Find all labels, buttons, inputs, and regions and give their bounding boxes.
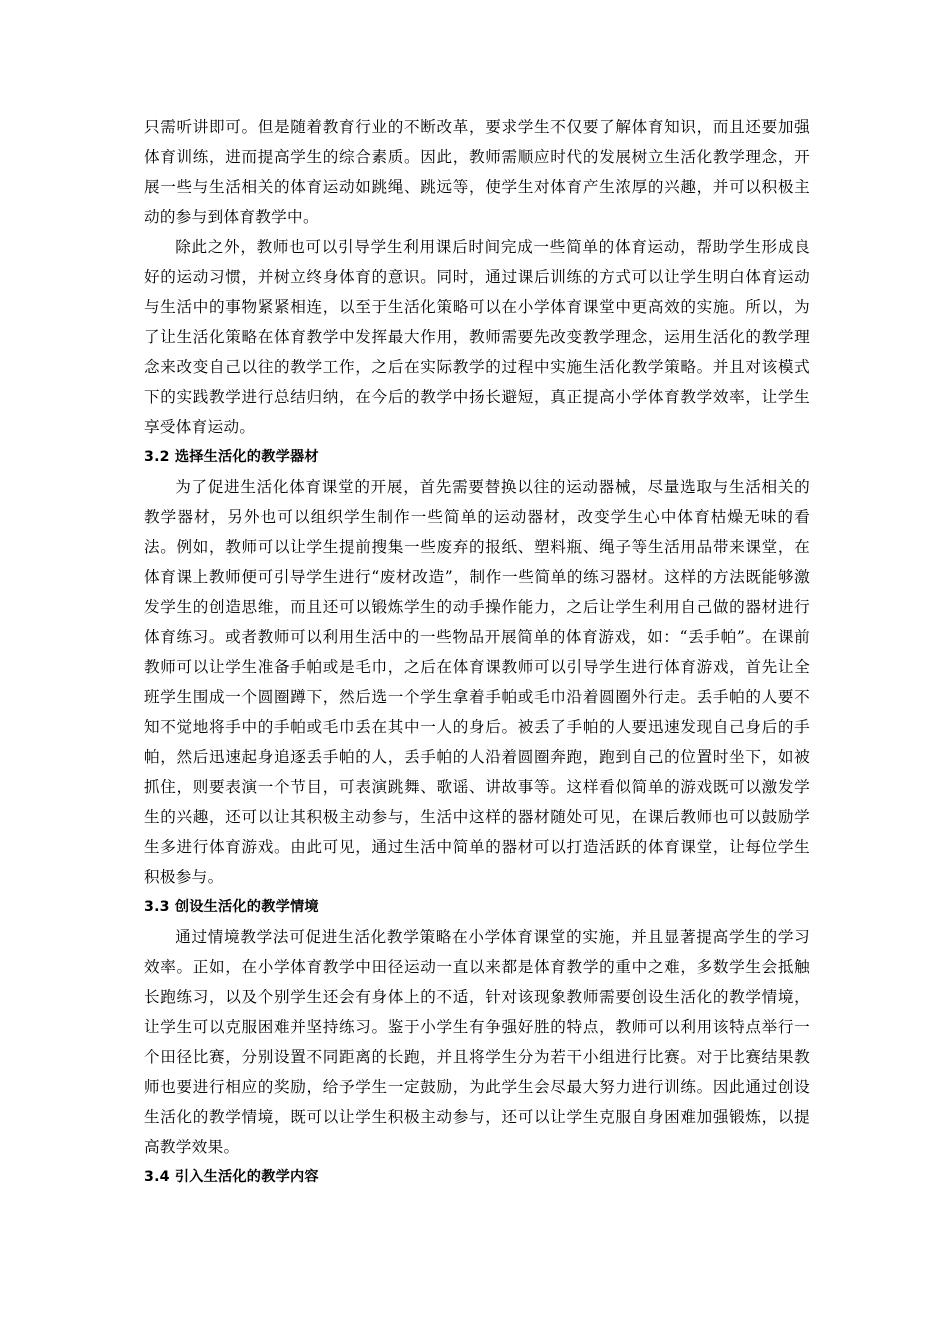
paragraph-teaching-scenario: 通过情境教学法可促进生活化教学策略在小学体育课堂的实施，并且显著提高学生的学习效率。正如，在小学体育教学中田径运动一直以来都是体育教学的重中之难，多数学生会抵触长跑练习，以及个别学生还会有身体上的不适，针对该现象教师需要创设生活化的教学情境，让学生可以克服困难并坚持练习。鉴于小学生有争强好胜的特点，教师可以利用该特点举行一个田径比赛，分别设置不同距离的长跑，并且将学生分为若干小组进行比赛。对于比赛结果教师也要进行相应的奖励，给予学生一定鼓励，为此学生会尽最大努力进行训练。因此通过创设生活化的教学情境，既可以让学生积极主动参与，还可以让学生克服自身困难加强锻炼，以提高教学效果。 (144, 928, 810, 1156)
paragraph-after-school-practice: 除此之外，教师也可以引导学生利用课后时间完成一些简单的体育运动，帮助学生形成良好的运动习惯，并树立终身体育的意识。同时，通过课后训练的方式可以让学生明白体育运动与生活中的事物紧紧相连，以至于生活化策略可以在小学体育课堂中更高效的实施。所以，为了让生活化策略在体育教学中发挥最大作用，教师需要先改变教学理念，运用生活化的教学理念来改变自己以往的教学工作，之后在实际教学的过程中实施生活化教学策略。并且对该模式下的实践教学进行总结归纳，在今后的教学中扬长避短，真正提高小学体育教学效率，让学生享受体育运动。 (144, 238, 810, 436)
section-heading-3-4: 3.4 引入生活化的教学内容 (144, 1169, 319, 1185)
section-heading-3-2: 3.2 选择生活化的教学器材 (144, 449, 319, 465)
paragraph-continuation: 只需听讲即可。但是随着教育行业的不断改革，要求学生不仅要了解体育知识，而且还要加强体育训练，进而提高学生的综合素质。因此，教师需顺应时代的发展树立生活化教学理念，开展一些与生活相关的体育运动如跳绳、跳远等，使学生对体育产生浓厚的兴趣，并可以积极主动的参与到体育教学中。 (144, 118, 810, 226)
paragraph-teaching-equipment: 为了促进生活化体育课堂的开展，首先需要替换以往的运动器械，尽量选取与生活相关的教学器材，另外也可以组织学生制作一些简单的运动器材，改变学生心中体育枯燥无味的看法。例如，教师可以让学生提前搜集一些废弃的报纸、塑料瓶、绳子等生活用品带来课堂，在体育课上教师便可引导学生进行“废材改造”，制作一些简单的练习器材。这样的方法既能够激发学生的创造思维，而且还可以锻炼学生的动手操作能力，之后让学生利用自己做的器材进行体育练习。或者教师可以利用生活中的一些物品开展简单的体育游戏，如：“丢手帕”。在课前教师可以让学生准备手帕或是毛巾，之后在体育课教师可以引导学生进行体育游戏，首先让全班学生围成一个圆圈蹲下，然后选一个学生拿着手帕或毛巾沿着圆圈外行走。丢手帕的人要不知不觉地将手中的手帕或毛巾丢在其中一人的身后。被丢了手帕的人要迅速发现自己身后的手帕，然后迅速起身追逐丢手帕的人，丢手帕的人沿着圆圈奔跑，跑到自己的位置时坐下，如被抓住，则要表演一个节目，可表演跳舞、歌谣、讲故事等。这样看似简单的游戏既可以激发学生的兴趣，还可以让其积极主动参与，生活中这样的器材随处可见，在课后教师也可以鼓励学生多进行体育游戏。由此可见，通过生活中简单的器材可以打造活跃的体育课堂，让每位学生积极参与。 (144, 478, 810, 886)
document-page (144, 112, 810, 1192)
section-heading-3-3: 3.3 创设生活化的教学情境 (144, 899, 319, 915)
